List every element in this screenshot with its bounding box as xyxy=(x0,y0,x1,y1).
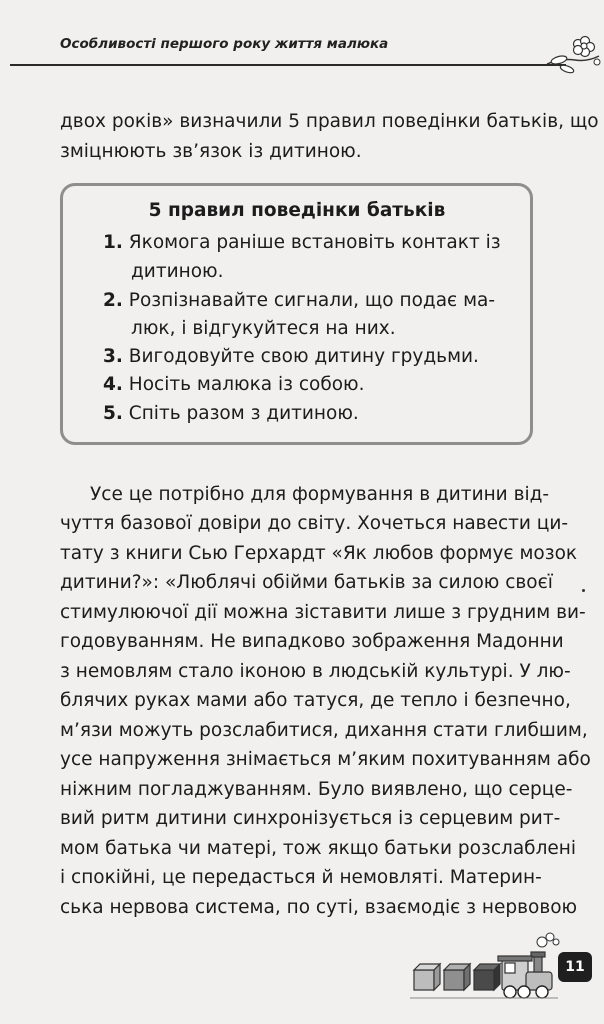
header-rule xyxy=(10,64,566,66)
text-line: зміцнюють зв’язок із дитиною. xyxy=(60,141,362,162)
rule-item-2 xyxy=(103,287,496,316)
rule-item-5 xyxy=(103,400,493,429)
text-line: годовуванням. Не випадково зображення Мадонни xyxy=(60,631,564,652)
text-line: мом батька чи матері, тож якщо батьки розслаблені xyxy=(60,838,577,859)
text-line: м’язи можуть розслабитися, дихання стати глибшим, xyxy=(60,720,588,741)
rule-number: 5. xyxy=(103,403,123,424)
running-header: Особливості першого року життя малюка xyxy=(60,36,389,52)
text-line: усе напруження знімається м’яким похитуванням або xyxy=(60,749,591,770)
rule-number: 1. xyxy=(103,232,123,253)
text-line: ська нервова система, по суті, взаємодіє з нервовою xyxy=(60,897,578,918)
text-line: і спокійні, це передасться й немовляті. Материн- xyxy=(60,867,542,888)
text-line: стимулюючої дії можна зіставити лише з грудним ви- xyxy=(60,602,586,623)
rule-text: Якомога раніше встановіть контакт із xyxy=(128,232,501,253)
rule-text: Розпізнавайте сигнали, що подає ма- xyxy=(128,290,496,311)
text-line: блячих руках мами або татуся, де тепло і безпечно, xyxy=(60,690,571,711)
toy-train-icon xyxy=(410,930,560,1002)
text-line: тату з книги Сью Герхардт «Як любов формує мозок xyxy=(60,543,578,564)
text-line: дитини?»: «Люблячі обійми батьків за силою своєї xyxy=(60,572,553,593)
rule-text: Вигодовуйте свою дитину грудьми. xyxy=(128,346,479,367)
rule-number: 2. xyxy=(103,290,123,311)
text-line: вий ритм дитини синхронізується із серцевим рит- xyxy=(60,808,561,829)
rule-item-1 xyxy=(103,229,501,258)
page-number: 11 xyxy=(558,952,592,982)
text-line: ніжним погладжуванням. Було виявлено, що серце- xyxy=(60,779,573,800)
rule-text: дитиною. xyxy=(131,261,224,282)
flower-decoration-icon xyxy=(545,32,601,76)
rule-item-3 xyxy=(103,343,493,372)
text-line: Усе це потрібно для формування в дитини від- xyxy=(90,484,550,505)
rule-text: Спіть разом з дитиною. xyxy=(128,403,359,424)
rule-number: 3. xyxy=(103,346,123,367)
text-line: чуття базової довіри до світу. Хочеться навести ци- xyxy=(60,513,569,534)
text-line: з немовлям стало іконою в людській культурі. У лю- xyxy=(60,661,571,682)
rule-number: 4. xyxy=(103,374,123,395)
rule-item-4 xyxy=(103,371,493,400)
rule-text: Носіть малюка із собою. xyxy=(128,374,365,395)
ink-speck xyxy=(582,589,585,592)
rule-text: люк, і відгукуйтеся на них. xyxy=(131,318,396,339)
rules-box-title: 5 правил поведінки батьків xyxy=(148,200,446,221)
text-line: двох років» визначили 5 правил поведінки батьків, що xyxy=(60,111,599,132)
